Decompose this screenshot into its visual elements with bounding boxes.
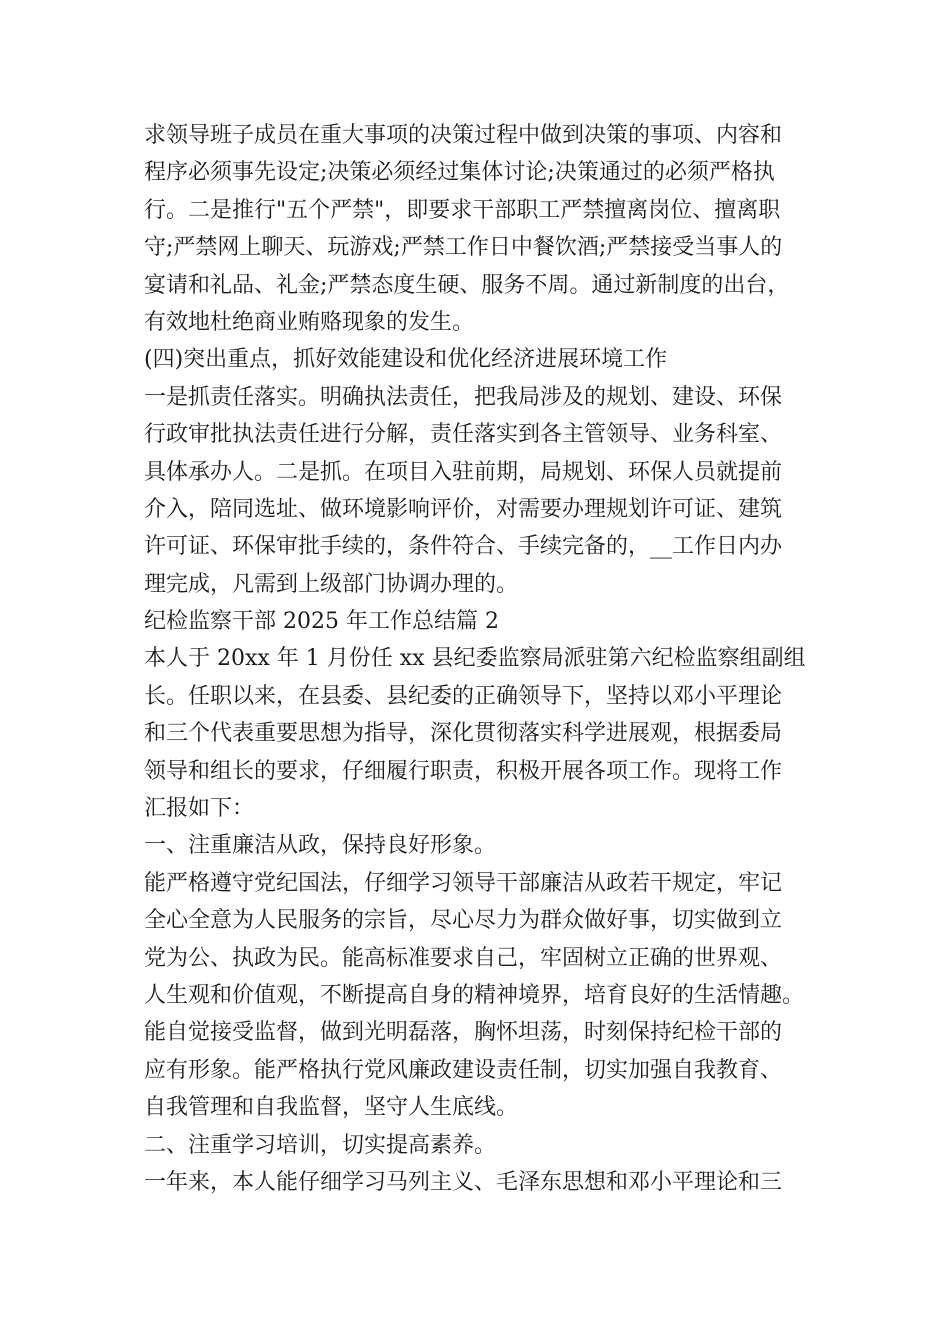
text-line: 应有形象。能严格执行党风廉政建设责任制，切实加强自我教育、 bbox=[144, 1057, 783, 1083]
text-line: 一是抓责任落实。明确执法责任，把我局涉及的规划、建设、环保 bbox=[144, 384, 783, 410]
text-line: 理完成，凡需到上级部门协调办理的。 bbox=[144, 571, 519, 597]
text-line: 一年来，本人能仔细学习马列主义、毛泽东思想和邓小平理论和三 bbox=[144, 1169, 783, 1195]
section-heading: (四)突出重点，抓好效能建设和优化经济进展环境工作 bbox=[144, 347, 668, 373]
text-line: 人生观和价值观，不断提高自身的精神境界，培育良好的生活情趣。 bbox=[144, 982, 805, 1008]
article-title: 纪检监察干部 2025 年工作总结篇 2 bbox=[144, 609, 499, 635]
section-heading: 二、注重学习培训，切实提高素养。 bbox=[144, 1132, 497, 1158]
text-line: 能自觉接受监督，做到光明磊落，胸怀坦荡，时刻保持纪检干部的 bbox=[144, 1020, 783, 1046]
text-line: 党为公、执政为民。能高标准要求自己，牢固树立正确的世界观、 bbox=[144, 945, 783, 971]
text-line: 领导和组长的要求，仔细履行职责，积极开展各项工作。现将工作 bbox=[144, 758, 783, 784]
document-body bbox=[144, 117, 824, 1201]
text-line: 本人于 20xx 年 1 月份任 xx 县纪委监察局派驻第六纪检监察组副组 bbox=[144, 646, 806, 672]
text-line: 汇报如下： bbox=[144, 796, 255, 822]
text-line: 宴请和礼品、礼金;严禁态度生硬、服务不周。通过新制度的出台， bbox=[144, 272, 790, 298]
text-line: 行政审批执法责任进行分解，责任落实到各主管领导、业务科室、 bbox=[144, 422, 783, 448]
text-line: 全心全意为人民服务的宗旨，尽心尽力为群众做好事，切实做到立 bbox=[144, 908, 783, 934]
section-heading: 一、注重廉洁从政，保持良好形象。 bbox=[144, 833, 497, 859]
text-line: 程序必须事先设定;决策必须经过集体讨论;决策通过的必须严格执 bbox=[144, 160, 775, 186]
text-line: 具体承办人。二是抓。在项目入驻前期，局规划、环保人员就提前 bbox=[144, 459, 783, 485]
text-line: 介入，陪同选址、做环境影响评价，对需要办理规划许可证、建筑 bbox=[144, 496, 783, 522]
text-line: 许可证、环保审批手续的，条件符合、手续完备的，__工作日内办 bbox=[144, 534, 783, 560]
text-line: 能严格遵守党纪国法，仔细学习领导干部廉洁从政若干规定，牢记 bbox=[144, 870, 783, 896]
text-line: 自我管理和自我监督，坚守人生底线。 bbox=[144, 1095, 519, 1121]
text-line: 长。任职以来，在县委、县纪委的正确领导下，坚持以邓小平理论 bbox=[144, 683, 783, 709]
text-line: 和三个代表重要思想为指导，深化贯彻落实科学进展观，根据委局 bbox=[144, 721, 783, 747]
text-line: 有效地杜绝商业贿赂现象的发生。 bbox=[144, 309, 475, 335]
text-line: 求领导班子成员在重大事项的决策过程中做到决策的事项、内容和 bbox=[144, 123, 783, 148]
text-line: 守;严禁网上聊天、玩游戏;严禁工作日中餐饮酒;严禁接受当事人的 bbox=[144, 235, 783, 261]
text-line: 行。二是推行"五个严禁"，即要求干部职工严禁擅离岗位、擅离职 bbox=[144, 197, 781, 223]
